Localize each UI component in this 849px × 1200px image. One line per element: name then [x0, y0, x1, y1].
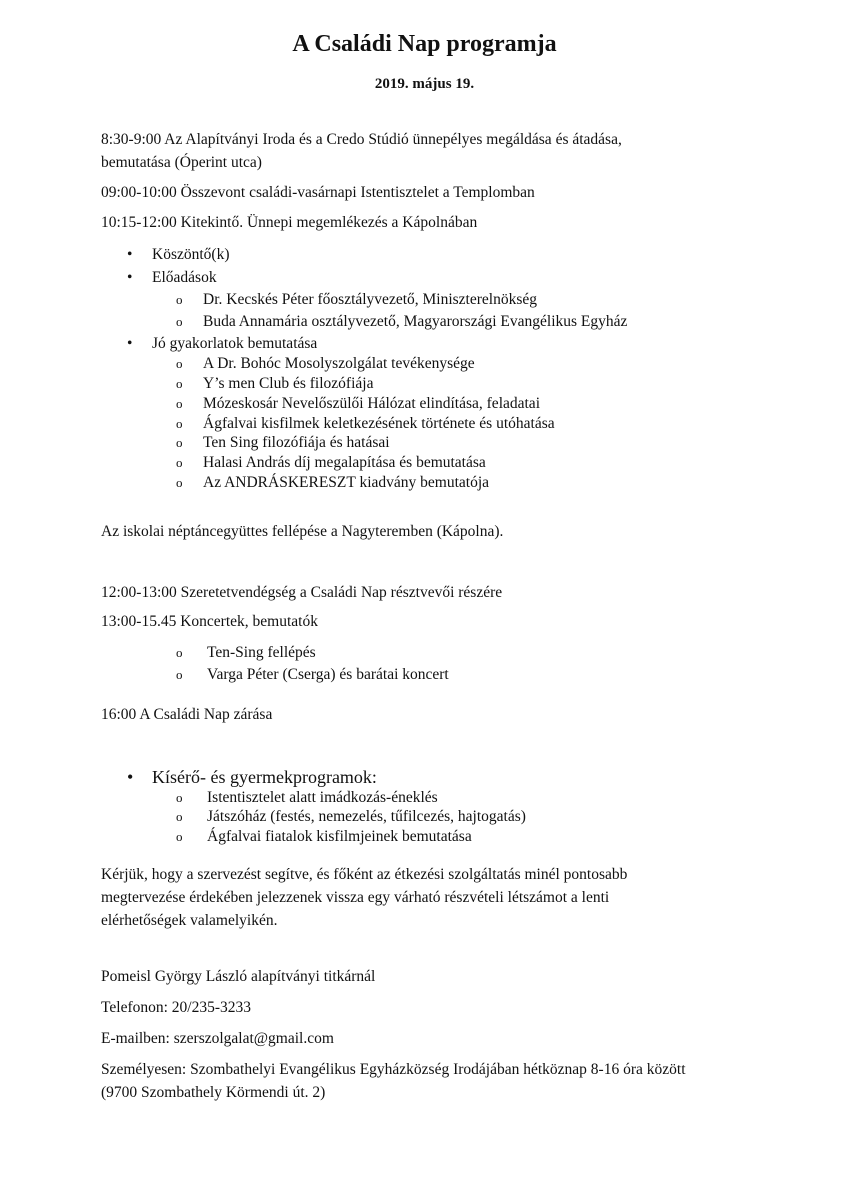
list-item: Halasi András díj megalapítása és bemutatása [203, 454, 486, 471]
list-item: Kísérő- és gyermekprogramok: [152, 767, 377, 787]
contact-phone: Telefonon: 20/235-3233 [101, 999, 252, 1016]
schedule-line: 09:00-10:00 Összevont családi-vasárnapi Istentisztelet a Templomban [101, 184, 535, 201]
sub-bullet-icon: o [176, 376, 183, 391]
list-item: Ten-Sing fellépés [207, 644, 316, 661]
list-item: Y’s men Club és filozófiája [203, 375, 374, 392]
schedule-line: 12:00-13:00 Szeretetvendégség a Családi Nap résztvevői részére [101, 584, 503, 601]
paragraph-line: Kérjük, hogy a szervezést segítve, és főként az étkezési szolgáltatás minél pontosabb [101, 866, 628, 883]
list-item: Varga Péter (Cserga) és barátai koncert [207, 666, 449, 683]
page-title: A Családi Nap programja [292, 31, 557, 57]
sub-bullet-icon: o [176, 455, 183, 470]
bullet-icon: • [127, 767, 134, 787]
list-item: Istentisztelet alatt imádkozás-éneklés [207, 789, 438, 806]
sub-bullet-icon: o [176, 356, 183, 371]
list-item: Az ANDRÁSKERESZT kiadvány bemutatója [203, 474, 490, 491]
sub-bullet-icon: o [176, 790, 183, 805]
event-date: 2019. május 19. [374, 76, 475, 92]
schedule-line: 13:00-15.45 Koncertek, bemutatók [101, 613, 318, 630]
list-item: Dr. Kecskés Péter főosztályvezető, Miniszterelnökség [203, 291, 538, 308]
sub-bullet-icon: o [176, 645, 183, 660]
list-item: Előadások [152, 269, 217, 286]
sub-bullet-icon: o [176, 667, 183, 682]
bullet-icon: • [127, 246, 133, 263]
paragraph-line: elérhetőségek valamelyikén. [101, 912, 278, 929]
contact-in-person: Személyesen: Szombathelyi Evangélikus Egyházközség Irodájában hétköznap 8-16 óra között [101, 1061, 686, 1078]
schedule-line: 8:30-9:00 Az Alapítványi Iroda és a Credo Stúdió ünnepélyes megáldása és átadása, [101, 131, 622, 148]
schedule-line: 16:00 A Családi Nap zárása [101, 706, 273, 723]
list-item: Ten Sing filozófiája és hatásai [203, 434, 390, 451]
schedule-line: 10:15-12:00 Kitekintő. Ünnepi megemlékezés a Kápolnában [101, 214, 478, 231]
list-item: Ágfalvai fiatalok kisfilmjeinek bemutatása [207, 828, 472, 845]
schedule-line: bemutatása (Óperint utca) [101, 154, 262, 171]
sub-bullet-icon: o [176, 809, 183, 824]
list-item: Játszóház (festés, nemezelés, tűfilcezés, hajtogatás) [207, 808, 526, 825]
list-item: Mózeskosár Nevelőszülői Hálózat elindítása, feladatai [203, 395, 540, 412]
list-item: Köszöntő(k) [152, 246, 230, 263]
contact-address: (9700 Szombathely Körmendi út. 2) [101, 1084, 326, 1101]
list-item: Ágfalvai kisfilmek keletkezésének története és utóhatása [203, 415, 555, 432]
sub-bullet-icon: o [176, 435, 183, 450]
sub-bullet-icon: o [176, 314, 183, 329]
sub-bullet-icon: o [176, 396, 183, 411]
list-item: Jó gyakorlatok bemutatása [152, 335, 318, 352]
bullet-icon: • [127, 335, 133, 352]
list-item: Buda Annamária osztályvezető, Magyarországi Evangélikus Egyház [203, 313, 628, 330]
folk-dance-note: Az iskolai néptáncegyüttes fellépése a Nagyteremben (Kápolna). [101, 523, 504, 540]
sub-bullet-icon: o [176, 475, 183, 490]
contact-person: Pomeisl György László alapítványi titkárnál [101, 968, 376, 985]
sub-bullet-icon: o [176, 292, 183, 307]
bullet-icon: • [127, 269, 133, 286]
paragraph-line: megtervezése érdekében jelezzenek vissza egy várható részvételi létszámot a lenti [101, 889, 610, 906]
sub-bullet-icon: o [176, 416, 183, 431]
sub-bullet-icon: o [176, 829, 183, 844]
list-item: A Dr. Bohóc Mosolyszolgálat tevékenysége [203, 355, 475, 372]
contact-email: E-mailben: szerszolgalat@gmail.com [101, 1030, 334, 1047]
